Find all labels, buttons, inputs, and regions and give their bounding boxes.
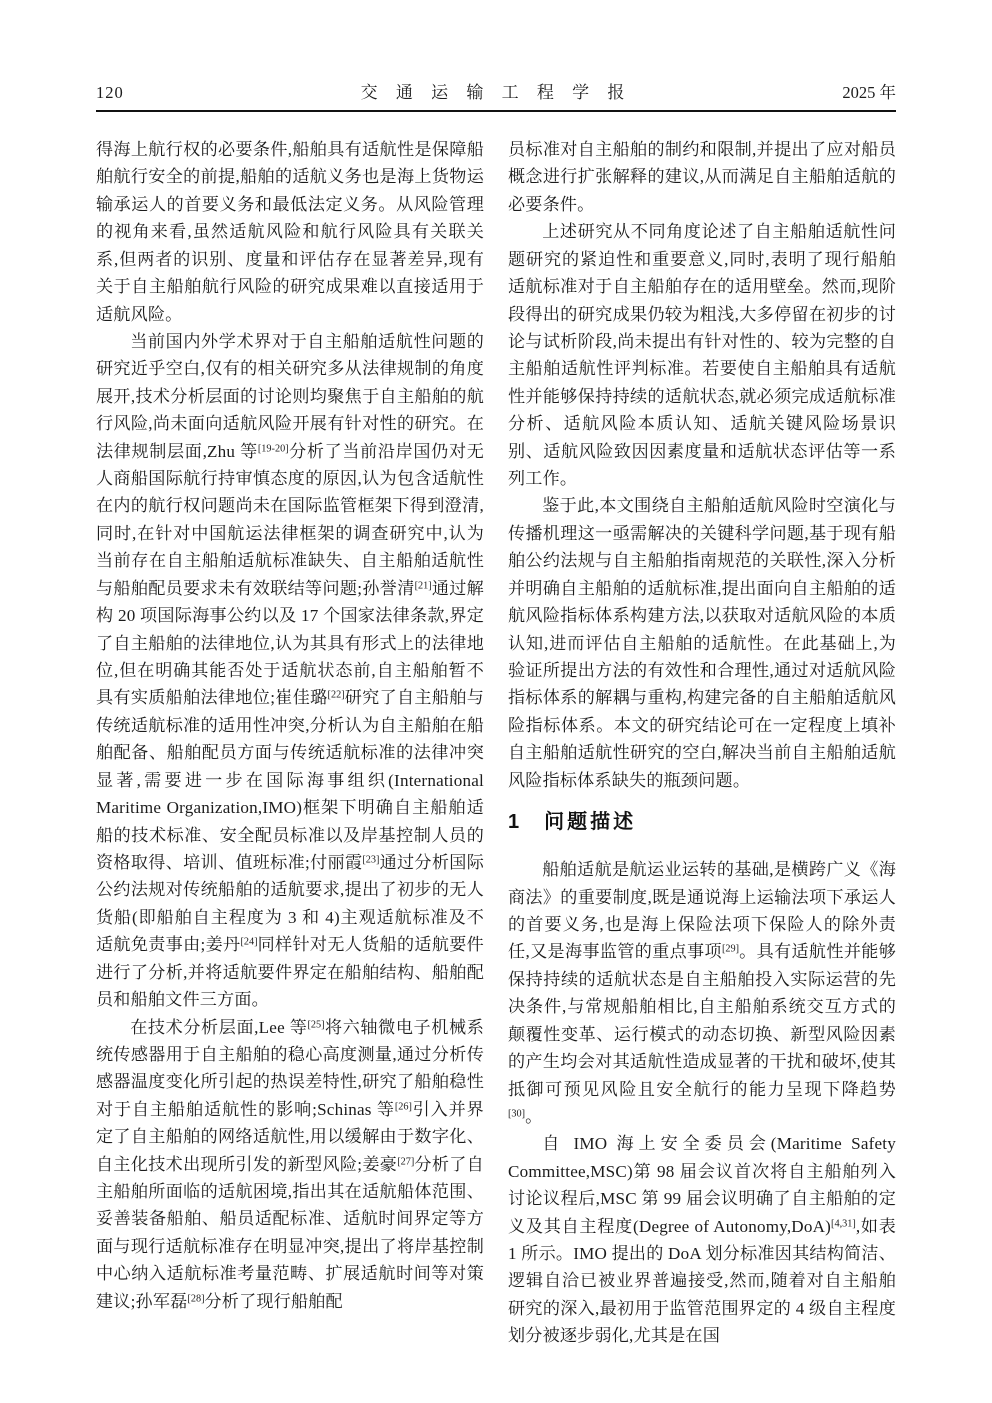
citation-ref: [28]: [187, 1293, 205, 1305]
page-number: 120: [96, 83, 124, 102]
citation-ref: [24]: [240, 936, 258, 948]
citation-ref: [25]: [307, 1018, 325, 1030]
citation-ref: [19-20]: [257, 443, 289, 454]
section-heading: [508, 809, 896, 835]
citation-ref: [23]: [362, 854, 380, 866]
paragraph: 船舶适航是航运业运转的基础,是横跨广义《海商法》的重要制度,既是通说海上运输法项下承运人的首要义务,也是海上保险法项下保险人的除外责任,又是海事监管的重点事项[29]。具有适航性并能够保持持续的适航状态是自主船舶投入实际运营的先决条件,与常规船舶相比,自主船舶系统交互方式的颠覆性变革、运行模式的动态切换、新型风险因素的产生均会对其适航性造成显著的干扰和破坏,使其抵御可预见风险且安全航行的能力呈现下降趋势[30]。: [508, 860, 896, 1126]
page-header: [0, 0, 992, 103]
journal-title: 交 通 运 输 工 程 学 报: [360, 83, 632, 102]
paragraph: 得海上航行权的必要条件,船舶具有适航性是保障船舶航行安全的前提,船舶的适航义务也是海上货物运输承运人的首要义务和最低法定义务。从风险管理的视角来看,虽然适航风险和航行风险具有关联关系,但两者的识别、度量和评估存在显著差异,现有关于自主船舶航行风险的研究成果难以直接适用于适航风险。: [96, 140, 484, 324]
citation-ref: [4,31]: [831, 1217, 856, 1229]
paragraph: 上述研究从不同角度论述了自主船舶适航性问题研究的紧迫性和重要意义,同时,表明了现行船舶适航标准对于自主船舶存在的适用壁垒。然而,现阶段得出的研究成果仍较为粗浅,大多停留在初步的讨论与试析阶段,尚未提出有针对性的、较为完整的自主船舶适航性评判标准。若要使自主船舶具有适航性并能够保持持续的适航状态,就必须完成适航标准分析、适航风险本质认知、适航关键风险场景识别、适航风险致因因素度量和适航状态评估等一系列工作。: [508, 222, 896, 489]
paragraph: 自 IMO 海上安全委员会(Maritime Safety Committee,MSC)第 98 届会议首次将自主船舶列入讨论议程后,MSC 第 99 届会议明确了自主船舶的定义及其自主程度(Degree of Autonomy,DoA)[4,31],如表 1 所示。IMO 提出的 DoA 划分标准因其结构简洁、逻辑自洽已被业界普遍接受,然而,随着对自主船舶研究的深入,最初用于监管范围界定的 4 级自主程度划分被逐步弱化,尤其是在国: [508, 1134, 897, 1346]
section-number: 1: [508, 811, 521, 834]
citation-ref: [26]: [394, 1101, 412, 1113]
citation-ref: [30]: [508, 1108, 526, 1120]
citation-ref: [22]: [327, 689, 345, 701]
paragraph: 鉴于此,本文围绕自主船舶适航风险时空演化与传播机理这一亟需解决的关键科学问题,基于现有船舶公约法规与自主船舶指南规范的关联性,深入分析并明确自主船舶的适航标准,提出面向自主船舶的适航风险指标体系构建方法,以获取对适航风险的本质认知,进而评估自主船舶的适航性。在此基础上,为验证所提出方法的有效性和合理性,通过对适航风险指标体系的解耦与重构,构建完备的自主船舶适航风险指标体系。本文的研究结论可在一定程度上填补自主船舶适航性研究的空白,解决当前自主船舶适航风险指标体系缺失的瓶颈问题。: [508, 496, 896, 790]
paragraph: 在技术分析层面,Lee 等[25]将六轴微电子机械系统传感器用于自主船舶的稳心高度测量,通过分析传感器温度变化所引起的热误差特性,研究了船舶稳性对于自主船舶适航性的影响;Schinas 等[26]引入并界定了自主船舶的网络适航性,用以缓解由于数字化、自主化技术出现所引发的新型风险;姜豪[27]分析了自主船舶所面临的适航困境,指出其在适航船体范围、妥善装备船舶、船员适配标准、适航时间界定等方面与现行适航标准存在明显冲突,提出了将岸基控制中心纳入适航标准考量范畴、扩展适航时间等对策建议;孙军磊[28]分析了现行船舶配: [96, 1017, 484, 1311]
citation-ref: [29]: [721, 943, 740, 955]
paragraph: 当前国内外学术界对于自主船舶适航性问题的研究近乎空白,仅有的相关研究多从法律规制的角度展开,技术分析层面的讨论则均聚焦于自主船舶的航行风险,尚未面向适航风险开展有针对性的研究。在法律规制层面,Zhu 等[19-20]分析了当前沿岸国仍对无人商船国际航行持审慎态度的原因,认为包含适航性在内的航行权问题尚未在国际监管框架下得到澄清,同时,在针对中国航运法律框架的调查研究中,认为当前存在自主船舶适航标准缺失、自主船舶适航性与船舶配员要求未有效联结等问题;孙誉清[21]通过解构 20 项国际海事公约以及 17 个国家法律条款,界定了自主船舶的法律地位,认为其具有形式上的法律地位,但在明确其能否处于适航状态前,自主船舶暂不具有实质船舶法律地位;崔佳璐[22]研究了自主船舶与传统适航标准的适用性冲突,分析认为自主船舶在船舶配备、船舶配员方面与传统适航标准的法律冲突显著,需要进一步在国际海事组织(International Maritime Organization,IMO)框架下明确自主船舶适船的技术标准、安全配员标准以及岸基控制人员的资格取得、培训、值班标准;付丽霞[23]通过分析国际公约法规对传统船舶的适航要求,提出了初步的无人货船(即船舶自主程度为 3 和 4)主观适航标准及不适航免责事由;姜丹[24]同样针对无人货船的适航要件进行了分析,并将适航要件界定在船舶结构、船舶配员和船舶文件三方面。: [96, 331, 484, 1010]
issue-year: 2025 年: [842, 83, 896, 102]
citation-ref: [21]: [414, 580, 432, 592]
right-column: [508, 136, 896, 1350]
section-title: 问题描述: [544, 811, 637, 834]
citation-ref: [27]: [397, 1155, 415, 1167]
paragraph: 员标准对自主船舶的制约和限制,并提出了应对船员概念进行扩张解释的建议,从而满足自主船舶适航的必要条件。: [508, 140, 896, 214]
left-column: [96, 136, 484, 1350]
two-column-body: [0, 112, 992, 1350]
